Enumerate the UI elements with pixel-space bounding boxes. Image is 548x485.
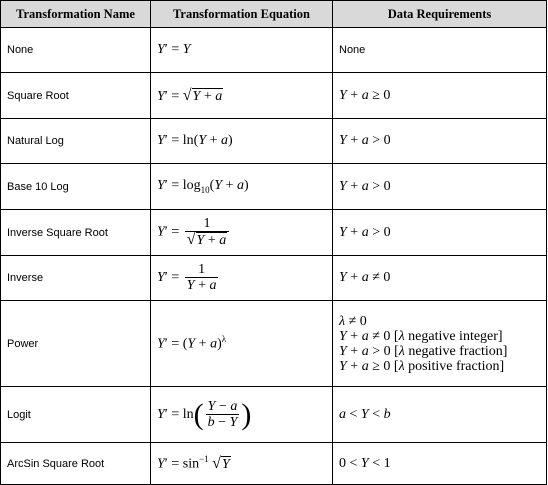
header-transformation-name: Transformation Name [1, 1, 151, 28]
table-row-base-10-log [1, 164, 547, 210]
transformation-equation: Y′ = $\frac{1}{Y + a}$ [151, 256, 333, 301]
transformation-equation: Y′ = √Y + a [151, 73, 333, 119]
transformation-equation: Y′ = Y [151, 28, 333, 73]
transformation-equation: Y′ = ln( $\frac{Y - a}{b - Y}$ ) [151, 387, 333, 443]
table-row-arcsin-square-root [1, 443, 547, 485]
table-row-square-root [1, 73, 547, 119]
table-row-natural-log [1, 119, 547, 164]
table-row-inverse [1, 256, 547, 301]
transformation-equation: $Y' = \log_{10}(Y + a)$ [151, 164, 333, 210]
transformation-equation: Y′ = $\frac{1}{√Y + a}$ [151, 210, 333, 256]
transformation-name: Natural Log [1, 119, 151, 164]
transformation-equation: Y′ = ln(Y + a) [151, 119, 333, 164]
transformation-name: Logit [1, 387, 151, 443]
transformation-name: Square Root [1, 73, 151, 119]
data-requirement: None [333, 28, 547, 73]
power-requirement-line: Y + a ≠ 0 [λ negative integer] [339, 328, 503, 344]
header-row [1, 1, 547, 28]
table-row-power [1, 301, 547, 387]
data-requirement: Y + a ≠ 0 [333, 256, 547, 301]
data-requirement: 0 < Y < 1 [333, 443, 547, 485]
header-transformation-equation: Transformation Equation [151, 1, 333, 28]
transformation-name: Power [1, 301, 151, 387]
table-row-none [1, 28, 547, 73]
transformation-name: Inverse Square Root [1, 210, 151, 256]
header-data-requirements: Data Requirements [333, 1, 547, 28]
data-requirement: Y + a > 0 [333, 210, 547, 256]
table-row-logit [1, 387, 547, 443]
data-requirement: Y + a > 0 [333, 164, 547, 210]
table-row-inverse-square-root [1, 210, 547, 256]
transformation-equation: $Y' = \sin^{-1} √Y$ [151, 443, 333, 485]
transformation-name: Inverse [1, 256, 151, 301]
data-requirement: Y + a > 0 [333, 119, 547, 164]
transformation-name: ArcSin Square Root [1, 443, 151, 485]
transformation-equation: $Y' = (Y + a)^\lambda$ [151, 301, 333, 387]
data-requirement: Y + a ≥ 0 [333, 73, 547, 119]
data-requirement: a < Y < b [333, 387, 547, 443]
power-requirement-line: Y + a > 0 [λ negative fraction] [339, 343, 508, 359]
power-requirement-line: Y + a ≥ 0 [λ positive fraction] [339, 358, 505, 374]
data-requirement [333, 301, 547, 387]
power-requirement-line: λ ≠ 0 [339, 313, 367, 329]
transformation-name: None [1, 28, 151, 73]
transformation-name: Base 10 Log [1, 164, 151, 210]
